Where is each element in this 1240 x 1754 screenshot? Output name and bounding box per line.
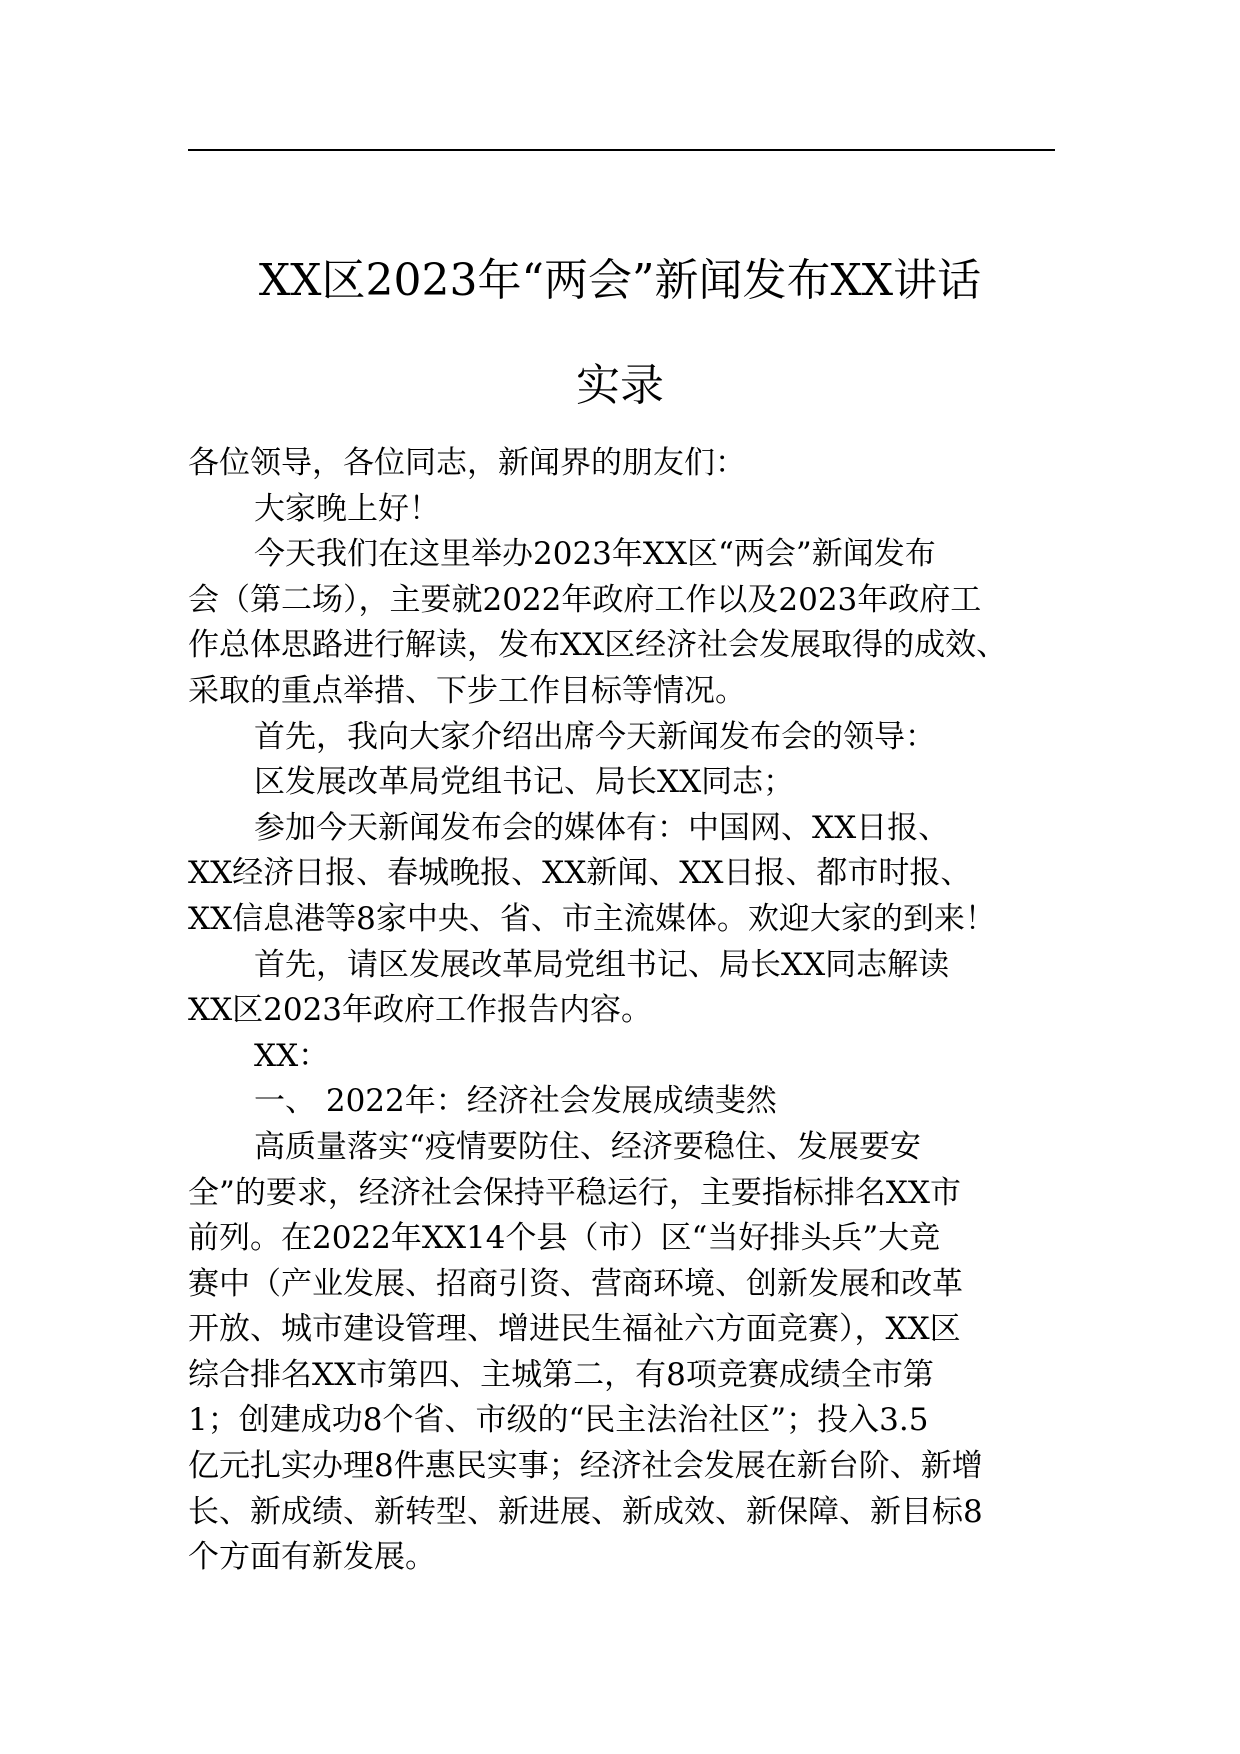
- body-line: 亿元扎实办理8件惠民实事；经济社会发展在新台阶、新增: [188, 1448, 983, 1485]
- body-line: XX信息港等8家中央、省、市主流媒体。欢迎大家的到来！: [188, 900, 996, 937]
- body-line: 参加今天新闻发布会的媒体有：中国网、XX日报、: [254, 809, 950, 846]
- document-body: [188, 441, 1068, 1581]
- body-line: 区发展改革局党组书记、局长XX同志；: [254, 764, 795, 801]
- body-line: 今天我们在这里举办2023年XX区“两会”新闻发布: [254, 536, 936, 573]
- body-line: 个方面有新发展。: [188, 1539, 436, 1576]
- body-line: 各位领导，各位同志，新闻界的朋友们：: [188, 445, 746, 481]
- body-line: 作总体思路进行解读，发布XX区经济社会发展取得的成效、: [188, 627, 1008, 664]
- body-line: 开放、城市建设管理、增进民生福祉六方面竞赛），XX区: [188, 1311, 961, 1348]
- title-line-1: XX区2023年“两会”新闻发布XX讲话: [258, 255, 982, 306]
- document-title: [150, 228, 1090, 438]
- body-line: XX经济日报、春城晚报、XX新闻、XX日报、都市时报、: [188, 855, 972, 892]
- body-line: 首先，我向大家介绍出席今天新闻发布会的领导：: [254, 718, 936, 755]
- title-line-2: 实录: [576, 360, 664, 411]
- body-line: 长、新成绩、新转型、新进展、新成效、新保障、新目标8: [188, 1493, 983, 1530]
- body-line: 赛中（产业发展、招商引资、营商环境、创新发展和改革: [188, 1265, 963, 1302]
- body-line: 综合排名XX市第四、主城第二，有8项竞赛成绩全市第: [188, 1356, 934, 1393]
- body-line: 采取的重点举措、下步工作目标等情况。: [188, 672, 746, 709]
- body-line: 全”的要求，经济社会保持平稳运行，主要指标排名XX市: [188, 1174, 961, 1211]
- body-line: XX区2023年政府工作报告内容。: [188, 992, 653, 1029]
- body-line: XX：: [254, 1037, 330, 1074]
- body-line: 前列。在2022年XX14个县（市）区“当好排头兵”大竞: [188, 1220, 941, 1257]
- body-line: 1；创建成功8个省、市级的“民主法治社区”；投入3.5: [188, 1402, 929, 1439]
- header-rule: [188, 149, 1055, 151]
- body-line: 高质量落实“疫情要防住、经济要稳住、发展要安: [254, 1128, 921, 1165]
- body-line: 首先，请区发展改革局党组书记、局长XX同志解读: [254, 946, 950, 983]
- body-line: 大家晚上好！: [254, 490, 440, 527]
- body-line: 会（第二场），主要就2022年政府工作以及2023年政府工: [188, 581, 982, 618]
- section-heading: 一、 2022年：经济社会发展成绩斐然: [254, 1083, 777, 1120]
